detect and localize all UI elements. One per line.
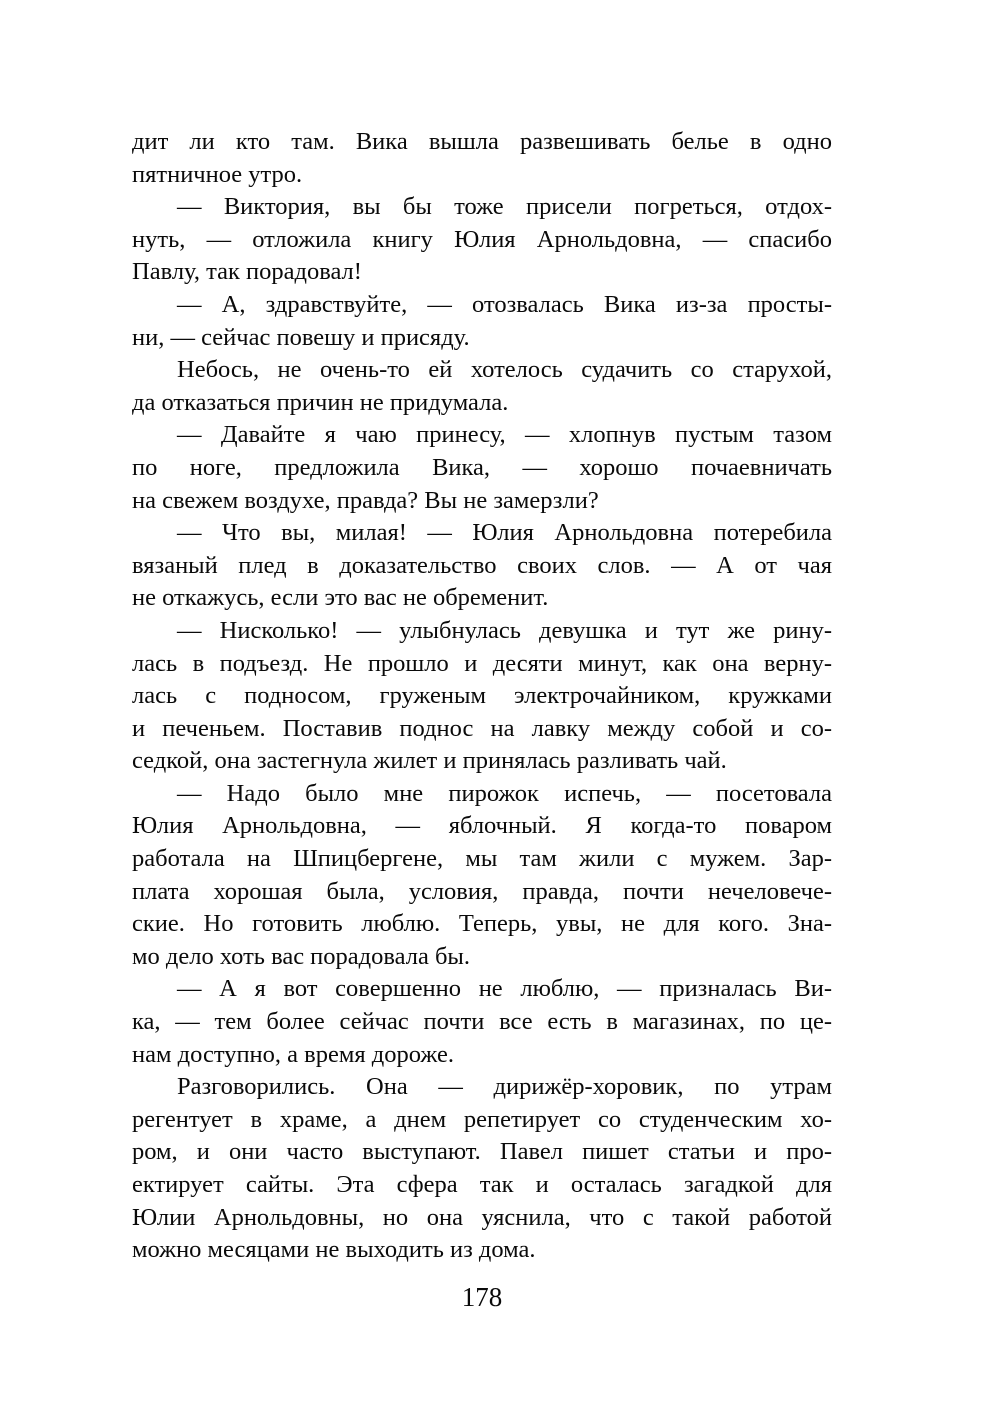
text-line: Небось, не очень-то ей хотелось судачить со старухой,	[177, 356, 832, 384]
text-line: — Давайте я чаю принесу, — хлопнув пустым тазом	[177, 421, 832, 449]
text-line: — Виктория, вы бы тоже присели погреться, отдох-	[177, 193, 832, 221]
text-line: Юлии Арнольдовны, но она уяснила, что с такой работой	[132, 1203, 832, 1231]
text-line: и печеньем. Поставив поднос на лавку между собой и со-	[132, 714, 832, 742]
text-line: дит ли кто там. Вика вышла развешивать белье в одно	[132, 128, 832, 155]
paragraph	[132, 973, 832, 1071]
text-line: Павлу, так порадовал!	[132, 258, 362, 286]
text-line: не откажусь, если это вас не обременит.	[132, 584, 549, 612]
text-line: седкой, она застегнула жилет и принялась разливать чай.	[132, 747, 727, 775]
page-text	[132, 126, 832, 1267]
text-line: пятничное утро.	[132, 160, 303, 188]
text-line: — А, здравствуйте, — отозвалась Вика из-за просты-	[177, 290, 832, 318]
text-line: — Нисколько! — улыбнулась девушка и тут же рину-	[177, 616, 832, 644]
text-line: плата хорошая была, условия, правда, почти нечеловече-	[132, 877, 832, 905]
text-line: — Что вы, милая! — Юлия Арнольдовна потеребила	[177, 519, 832, 547]
paragraph	[132, 615, 832, 778]
text-line: да отказаться причин не придумала.	[132, 388, 509, 416]
text-line: нуть, — отложила книгу Юлия Арнольдовна, — спасибо	[132, 225, 832, 253]
text-line: — А я вот совершенно не люблю, — призналась Ви-	[177, 975, 832, 1003]
text-line: мо дело хоть вас порадовала бы.	[132, 942, 470, 970]
text-line: ни, — сейчас повешу и присяду.	[132, 323, 470, 351]
text-line: — Надо было мне пирожок испечь, — посетовала	[177, 779, 832, 807]
text-line: Разговорились. Она — дирижёр-хоровик, по утрам	[177, 1073, 832, 1101]
page-number: 178	[461, 1282, 503, 1312]
text-line: ром, и они часто выступают. Павел пишет статьи и про-	[132, 1138, 832, 1166]
paragraph	[132, 778, 832, 974]
paragraph	[132, 517, 832, 615]
paragraph	[132, 191, 832, 289]
text-line: можно месяцами не выходить из дома.	[132, 1236, 536, 1264]
text-line: ка, — тем более сейчас почти все есть в магазинах, по це-	[132, 1008, 832, 1036]
paragraph	[132, 289, 832, 354]
text-line: ские. Но готовить люблю. Теперь, увы, не для кого. Зна-	[132, 910, 832, 938]
text-line: на свежем воздухе, правда? Вы не замерзли?	[132, 486, 599, 514]
text-line: лась с подносом, груженым электрочайником, кружками	[132, 682, 832, 710]
text-line: по ноге, предложила Вика, — хорошо почаевничать	[132, 453, 832, 481]
text-line: нам доступно, а время дороже.	[132, 1040, 454, 1068]
paragraph	[132, 354, 832, 419]
text-line: регентует в храме, а днем репетирует со студенческим хо-	[132, 1105, 832, 1133]
paragraph	[132, 126, 832, 191]
text-line: работала на Шпицбергене, мы там жили с мужем. Зар-	[132, 845, 832, 873]
text-line: вязаный плед в доказательство своих слов. — А от чая	[132, 551, 832, 579]
text-line: лась в подъезд. Не прошло и десяти минут, как она верну-	[132, 649, 832, 677]
paragraph	[132, 1071, 832, 1267]
text-line: ектирует сайты. Эта сфера так и осталась загадкой для	[132, 1171, 832, 1198]
text-line: Юлия Арнольдовна, — яблочный. Я когда-то поваром	[132, 812, 832, 840]
paragraph	[132, 419, 832, 517]
